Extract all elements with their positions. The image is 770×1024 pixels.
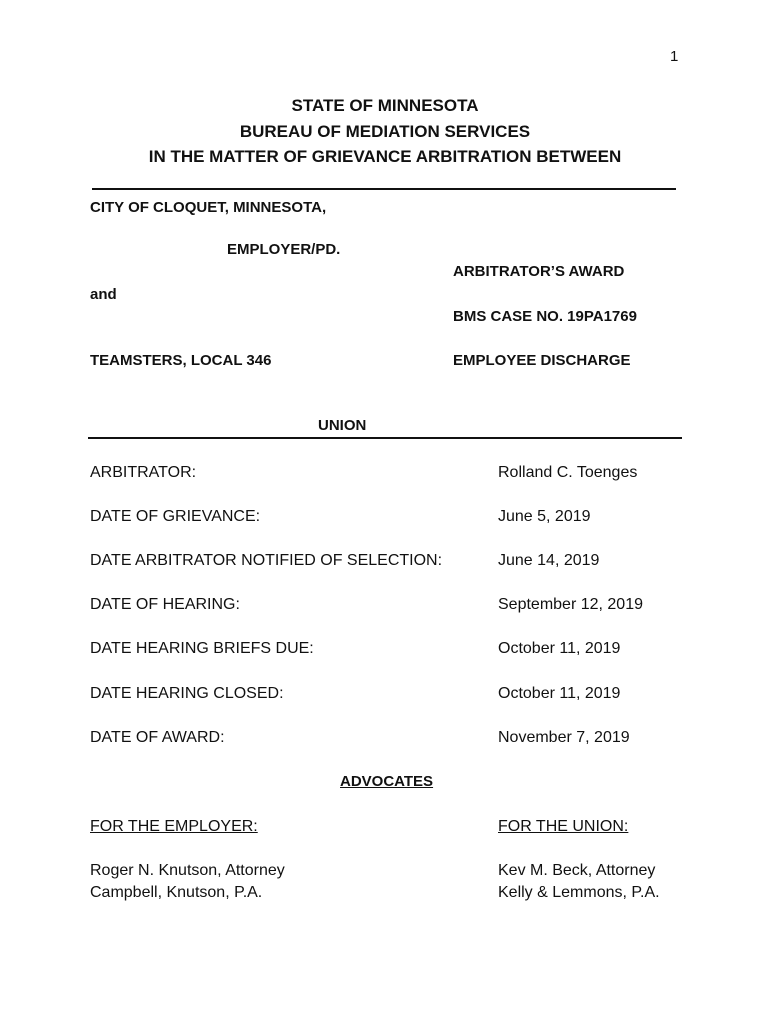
detail-value: September 12, 2019 (498, 596, 643, 613)
detail-value: June 5, 2019 (498, 508, 591, 525)
advocates-heading: ADVOCATES (340, 773, 434, 790)
caption-divider (88, 437, 682, 439)
detail-label: DATE HEARING CLOSED: (90, 685, 284, 702)
detail-label: DATE ARBITRATOR NOTIFIED OF SELECTION: (90, 552, 443, 569)
detail-value: October 11, 2019 (498, 640, 621, 657)
header-divider (92, 188, 676, 190)
party-union: TEAMSTERS, LOCAL 346 (90, 352, 272, 369)
award-title: ARBITRATOR’S AWARD (453, 263, 625, 280)
union-advocate-heading: FOR THE UNION: (498, 818, 629, 835)
case-subject: EMPLOYEE DISCHARGE (453, 352, 631, 369)
employer-advocate-heading: FOR THE EMPLOYER: (90, 818, 258, 835)
union-advocate-firm: Kelly & Lemmons, P.A. (498, 884, 660, 901)
header-state: STATE OF MINNESOTA (291, 96, 479, 115)
detail-value: Rolland C. Toenges (498, 464, 638, 481)
caption-and: and (90, 286, 117, 303)
employer-advocate-name: Roger N. Knutson, Attorney (90, 862, 285, 879)
employer-advocate-firm: Campbell, Knutson, P.A. (90, 884, 263, 901)
header-bureau: BUREAU OF MEDIATION SERVICES (239, 122, 531, 141)
union-advocate-name: Kev M. Beck, Attorney (498, 862, 656, 879)
detail-value: November 7, 2019 (498, 729, 630, 746)
detail-label: DATE OF HEARING: (90, 596, 240, 613)
party-employer: CITY OF CLOQUET, MINNESOTA, (90, 199, 327, 216)
detail-label: DATE OF AWARD: (90, 729, 225, 746)
page-number: 1 (670, 48, 679, 65)
party-union-role: UNION (318, 417, 367, 434)
detail-label: DATE OF GRIEVANCE: (90, 508, 261, 525)
detail-label: ARBITRATOR: (90, 464, 197, 481)
case-number: BMS CASE NO. 19PA1769 (453, 308, 637, 325)
detail-label: DATE HEARING BRIEFS DUE: (90, 640, 314, 657)
detail-value: June 14, 2019 (498, 552, 600, 569)
party-employer-role: EMPLOYER/PD. (227, 241, 341, 258)
detail-value: October 11, 2019 (498, 685, 621, 702)
header-matter: IN THE MATTER OF GRIEVANCE ARBITRATION BETWEEN (148, 147, 622, 166)
